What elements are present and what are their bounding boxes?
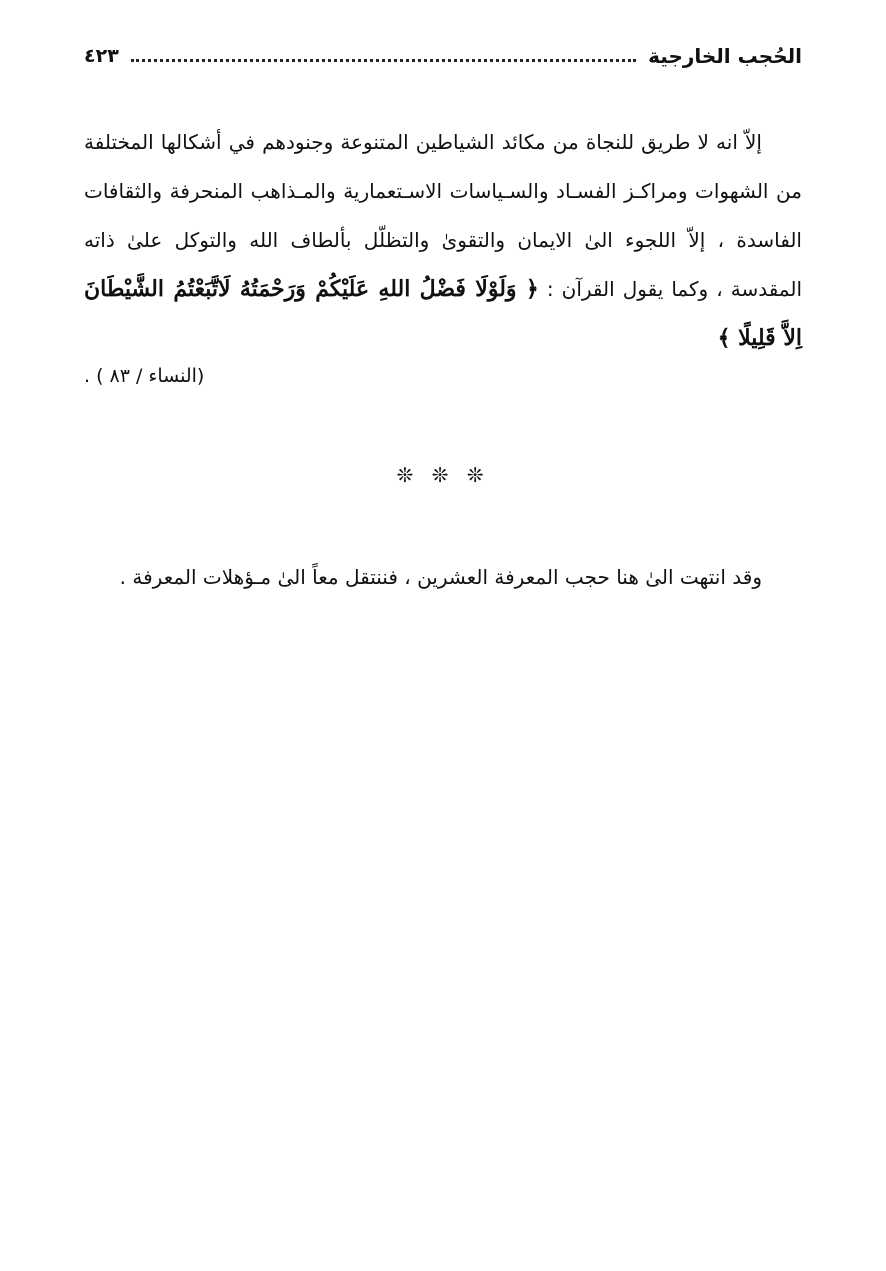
- section-separator: ❊ ❊ ❊: [396, 463, 490, 487]
- page-number: ٤٢٣: [84, 45, 119, 67]
- paragraph-1-text: إلاّ انه لا طريق للنجاة من مكائد الشياطين المتنوعة وجنودهم في أشكالها المختلفة من الشهوات ومراكـز الفسـاد والسـياسات الاسـتعمارية والمـذاهب المنحرفة والثقافات الفاسدة ، إلاّ اللجوء الىٰ الايمان والتقوىٰ والتظلّل بألطاف الله والتوكل علىٰ ذاته المقدسة ، وكما يقول القرآن :: [84, 130, 803, 301]
- verse-citation: (النساء / ٨٣ ) .: [84, 365, 205, 387]
- chapter-title: الحُجب الخارجية: [648, 44, 802, 68]
- header-dotted-leader: [131, 59, 636, 62]
- page-header: [84, 38, 802, 74]
- paragraph-1: [84, 118, 802, 363]
- quran-verse: ﴿ وَلَوْلَا فَضْلُ اللهِ عَلَيْكُمْ وَرَحْمَتُهُ لَاتَّبَعْتُمُ الشَّيْطَانَ اِلاَّ قَلِيلًا ﴾: [84, 276, 802, 351]
- paragraph-2: [84, 553, 802, 602]
- paragraph-2-text: وقد انتهت الىٰ هنا حجب المعرفة العشرين ، فننتقل معاً الىٰ مـؤهلات المعرفة .: [119, 565, 762, 589]
